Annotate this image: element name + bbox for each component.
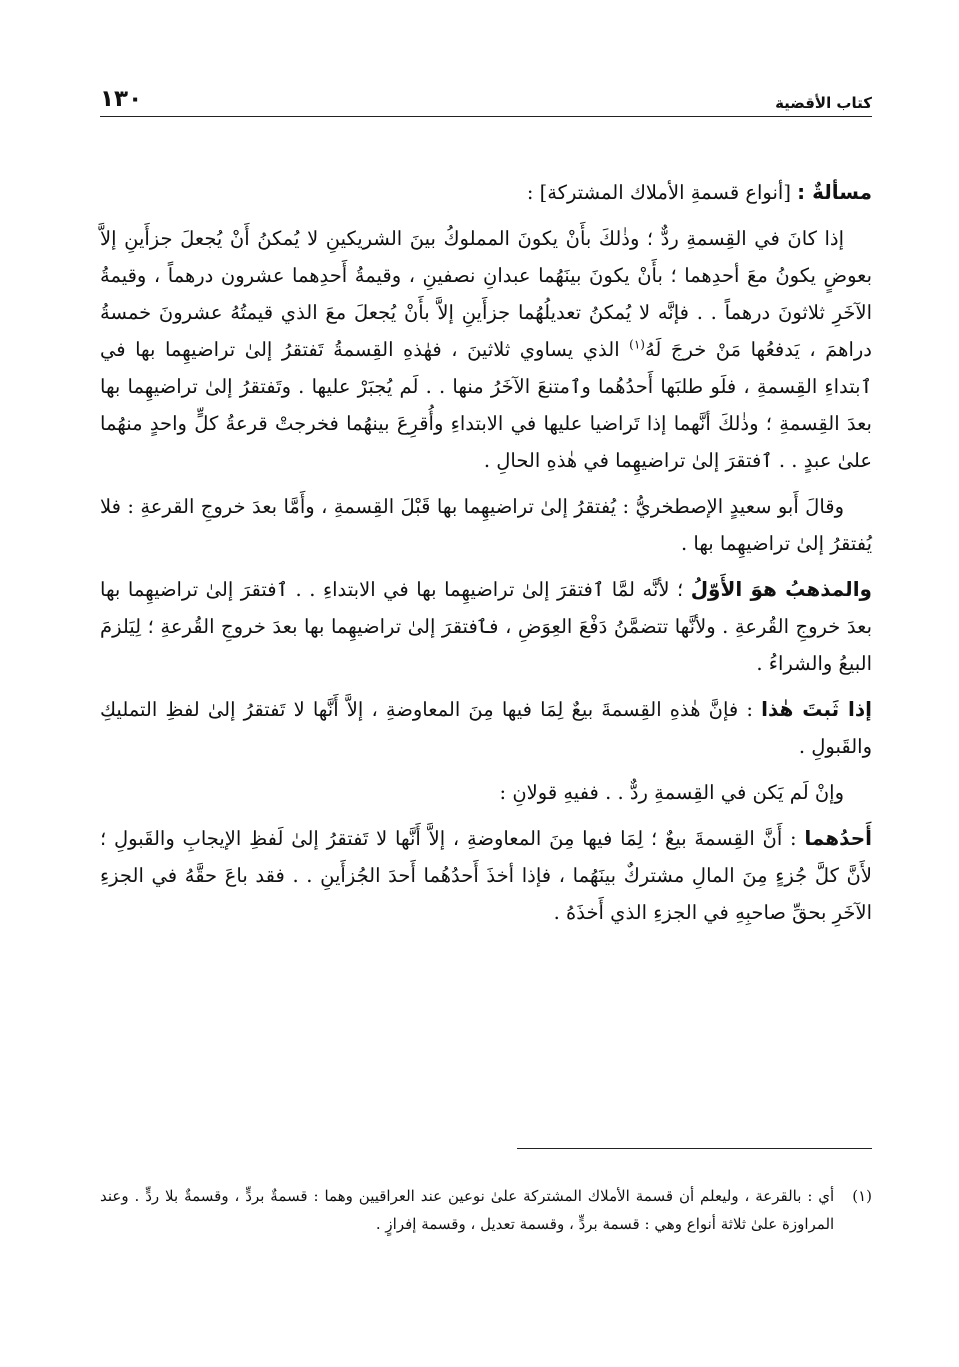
paragraph-6 bbox=[100, 820, 872, 931]
running-header bbox=[100, 80, 872, 112]
paragraph-2 bbox=[100, 488, 872, 562]
paragraph-4-text: : فإنَّ هٰذهِ القِسمةَ بيعٌ لِمَا فيها مِنَ المعاوضةِ ، إلاَّ أَنَّها لا تَفتقرُ إلىٰ لفظِ التمليكِ والقَبولِ . bbox=[100, 698, 872, 758]
paragraph-6-lead: أَحدُهما bbox=[804, 826, 872, 850]
paragraph-5-text: وإنْ لَم يَكن في القِسمةِ ردٌّ . . ففيهِ قولانِ : bbox=[499, 781, 844, 804]
issue-label: مسألةٌ : bbox=[797, 180, 872, 204]
header-divider bbox=[100, 116, 872, 117]
footnote-marker: (١) bbox=[852, 1187, 872, 1205]
footnote bbox=[100, 1182, 872, 1238]
book-title: كتاب الأقضية bbox=[775, 94, 872, 112]
footnote-text: أي : بالقرعة ، وليعلم أن قسمة الأملاك المشتركة علىٰ نوعين عند العراقيين وهما : قسمةٌ بردٍّ ، وقسمةٌ بلا ردٍّ . وعند المراوزة علىٰ ثلاثة أنواع وهي : قسمة بردٍّ ، وقسمة تعديل ، وقسمة إفرازٍ . bbox=[100, 1187, 835, 1233]
book-page bbox=[100, 70, 872, 1330]
paragraph-4-lead: إذا ثَبتَ هٰذا bbox=[761, 697, 873, 721]
paragraph-2-text: وقالَ أَبو سعيدٍ الإصطخريُّ : يُفتقرُ إلىٰ تراضيهِما بها قَبْلَ القِسمةِ ، وأَمَّا بعدَ خروجِ القرعةِ : فلا يُفتقرُ إلىٰ تراضيهِما بها . bbox=[100, 495, 872, 555]
issue-heading bbox=[100, 174, 872, 211]
paragraph-6-text: : أَنَّ القِسمةَ بيعٌ ؛ لِمَا فيها مِنَ المعاوضةِ ، إلاَّ أَنَّها لا تَفتقرُ إلىٰ لَفظِ الإيجابِ والقَبولِ ؛ لأَنَّ كلَّ جُزءٍ مِنَ المالِ مشتركٌ بينَهُما ، فإذا أخذَ أَحدُهُما أَحدَ الجُزأَينِ . . فقد باعَ حقَّهُ في الجزءِ الآخَرِ بحقِّ صاحبِهِ في الجزءِ الذي أَخذَهُ . bbox=[100, 827, 872, 924]
main-text bbox=[100, 174, 872, 940]
paragraph-3-text: ؛ لأنَّه لمَّا ٱفتقرَ إلىٰ تراضيهِما بها في الابتداءِ . . ٱفتقرَ إلىٰ تراضيهِما بها بعدَ خروجِ القُرعةِ . ولأنَّها تتضمَّنُ دَفْعَ العِوَضِ ، فٱفتقرَ إلىٰ تراضيهِما بها بعدَ خروجِ القُرعةِ ؛ لِيَلزمَ البيعُ والشراءُ . bbox=[100, 578, 872, 675]
paragraph-5 bbox=[100, 774, 872, 811]
paragraph-1-continuation: الذي يساوي ثلاثينَ ، فهٰذهِ القِسمةُ تَفتقرُ إلىٰ تراضيهِما بها في ٱبتداءِ القِسمةِ ، فلَو طلبَها أَحدُهُما وٱمتنعَ الآخَرُ منها . . لَم يُجبَرْ عليها . وتَفتقرُ إلىٰ تراضيهِما بها بعدَ القِسمةِ ؛ وذٰلكَ أنَّهما إذا تَراضيا عليها في الابتداءِ وأُقرِعَ بينهُما فخرجتْ قرعةُ كلٍّ واحدٍ منهُما علىٰ عبدٍ . . ٱفتقرَ إلىٰ تراضيهِما في هٰذهِ الحالِ . bbox=[100, 338, 872, 472]
footnote-divider bbox=[517, 1148, 872, 1149]
paragraph-1 bbox=[100, 220, 872, 479]
paragraph-4 bbox=[100, 691, 872, 765]
paragraph-3-lead: والمذهبُ هوَ الأَوّلُ bbox=[690, 577, 872, 601]
paragraph-1-text: إذا كانَ في القِسمةِ ردٌّ ؛ وذٰلكَ بأَنْ يكونَ المملوكُ بينَ الشريكينِ لا يُمكنُ أَنْ يُجعلَ جزأَينِ إلاَّ بعوضٍ يكونُ معَ أحدِهما ؛ بأَنْ يكونَ بينَهُما عبدانِ نصفينِ ، وقيمةُ أَحدِهما عشرون درهماً ، وقيمةُ الآخَرِ ثلاثونَ درهماً . . فإنَّه لا يُمكنُ تعديلُهُما جزأَينِ إلاَّ بأَنْ يُجعلَ معَ الذي قيمتُهُ عشرونَ خمسةُ دراهمَ ، يَدفعُها مَنْ خرجَ لَهُ bbox=[100, 227, 872, 361]
paragraph-3 bbox=[100, 571, 872, 682]
footnote-reference[interactable]: (١) bbox=[629, 337, 645, 352]
issue-title: [أنواع قسمةِ الأملاك المشتركة] : bbox=[526, 181, 791, 204]
page-number: ١٣٠ bbox=[100, 86, 143, 112]
